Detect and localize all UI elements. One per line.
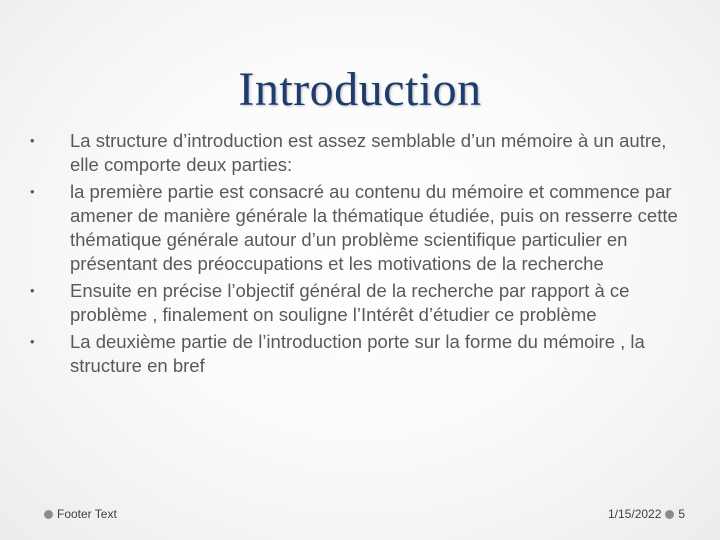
bullet-icon [30, 279, 70, 303]
bullet-text: la première partie est consacré au contenu du mémoire et commence par amener de manière générale la thématique étudiée, puis on resserre cette thématique générale autour d’un problème scientifique particulier en présentant des préoccupations et les motivations de la recherche [70, 181, 678, 274]
footer [44, 507, 117, 521]
bullet-text: La structure d’introduction est assez semblable d’un mémoire à un autre, elle comporte deux parties: [70, 130, 667, 175]
footer-dot-icon [665, 510, 674, 519]
list-item [30, 180, 680, 276]
slide-title: Introduction [238, 63, 482, 116]
bullet-icon [30, 330, 70, 354]
list-item [30, 129, 680, 177]
slide-number: 5 [678, 507, 686, 521]
footer-meta [608, 507, 685, 521]
bullet-icon [30, 129, 70, 153]
slide-date: 1/15/2022 [608, 507, 662, 521]
footer-dot-icon [44, 510, 53, 519]
bullet-text: Ensuite en précise l’objectif général de la recherche par rapport à ce problème , finalement on souligne l’Intérêt d’étudier ce problème [70, 280, 630, 325]
bullet-text: La deuxième partie de l’introduction porte sur la forme du mémoire , la structure en bref [70, 331, 645, 376]
footer-text: Footer Text [57, 507, 117, 521]
list-item [30, 279, 680, 327]
bullet-icon [30, 180, 70, 204]
bullet-list [30, 129, 680, 381]
list-item [30, 330, 680, 378]
